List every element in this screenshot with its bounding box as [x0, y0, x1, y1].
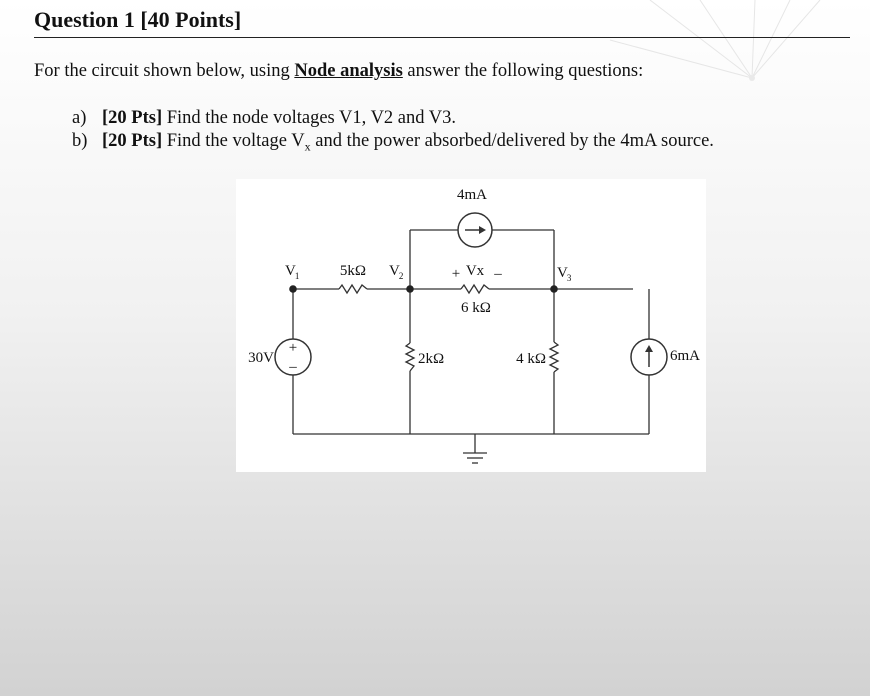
part-a-letter: a) [72, 108, 87, 128]
voltage-source-minus: – [289, 359, 297, 375]
part-b-points: [20 Pts] [102, 131, 163, 151]
label-node-v3-letter: V [557, 265, 568, 281]
resistor-2k-icon [406, 343, 414, 371]
ground-icon [463, 453, 487, 463]
label-30v: 30V [248, 350, 274, 366]
label-vx-plus: + [451, 266, 461, 282]
intro-method: Node analysis [294, 61, 403, 81]
label-5k: 5kΩ [339, 263, 367, 279]
intro-prefix: For the circuit shown below, using [34, 61, 295, 81]
voltage-source-plus: + [288, 340, 298, 356]
label-4ma: 4mA [457, 187, 487, 203]
circuit-diagram [236, 179, 706, 472]
part-b-subscript: x [304, 139, 311, 154]
current-source-6ma-icon [631, 339, 667, 375]
circuit-figure [236, 179, 706, 472]
question-intro [34, 61, 643, 82]
label-node-v1-sub: 1 [294, 271, 300, 281]
label-node-v1-letter: V [285, 263, 296, 279]
label-vx: Vx [465, 263, 485, 279]
label-node-v3 [557, 265, 572, 283]
label-node-v2-letter: V [389, 263, 400, 279]
title-divider [34, 37, 850, 38]
label-4k: 4 kΩ [516, 351, 546, 367]
label-6k: 6 kΩ [461, 300, 491, 316]
label-node-v1 [285, 263, 299, 281]
label-vx-minus: – [494, 266, 502, 282]
part-a-text: Find the node voltages V1, V2 and V3. [162, 108, 457, 128]
question-part-b [72, 131, 714, 155]
resistor-4k-icon [550, 342, 558, 372]
question-part-a [72, 108, 456, 129]
label-node-v2-sub: 2 [398, 271, 404, 281]
question-title: Question 1 [40 Points] [34, 7, 242, 32]
part-a-points: [20 Pts] [102, 108, 163, 128]
label-2k: 2kΩ [418, 351, 445, 367]
label-node-v3-sub: 3 [566, 273, 572, 283]
label-node-v2 [389, 263, 403, 281]
label-6ma: 6mA [670, 348, 700, 364]
intro-suffix: answer the following questions: [402, 61, 644, 81]
part-b-text-after: and the power absorbed/delivered by the 4mA source. [310, 131, 714, 151]
resistor-6k-icon [461, 285, 489, 293]
part-b-text-before: Find the voltage V [162, 131, 305, 151]
part-b-letter: b) [72, 131, 88, 151]
resistor-5k-icon [339, 285, 367, 293]
current-source-4ma-icon [458, 213, 492, 247]
